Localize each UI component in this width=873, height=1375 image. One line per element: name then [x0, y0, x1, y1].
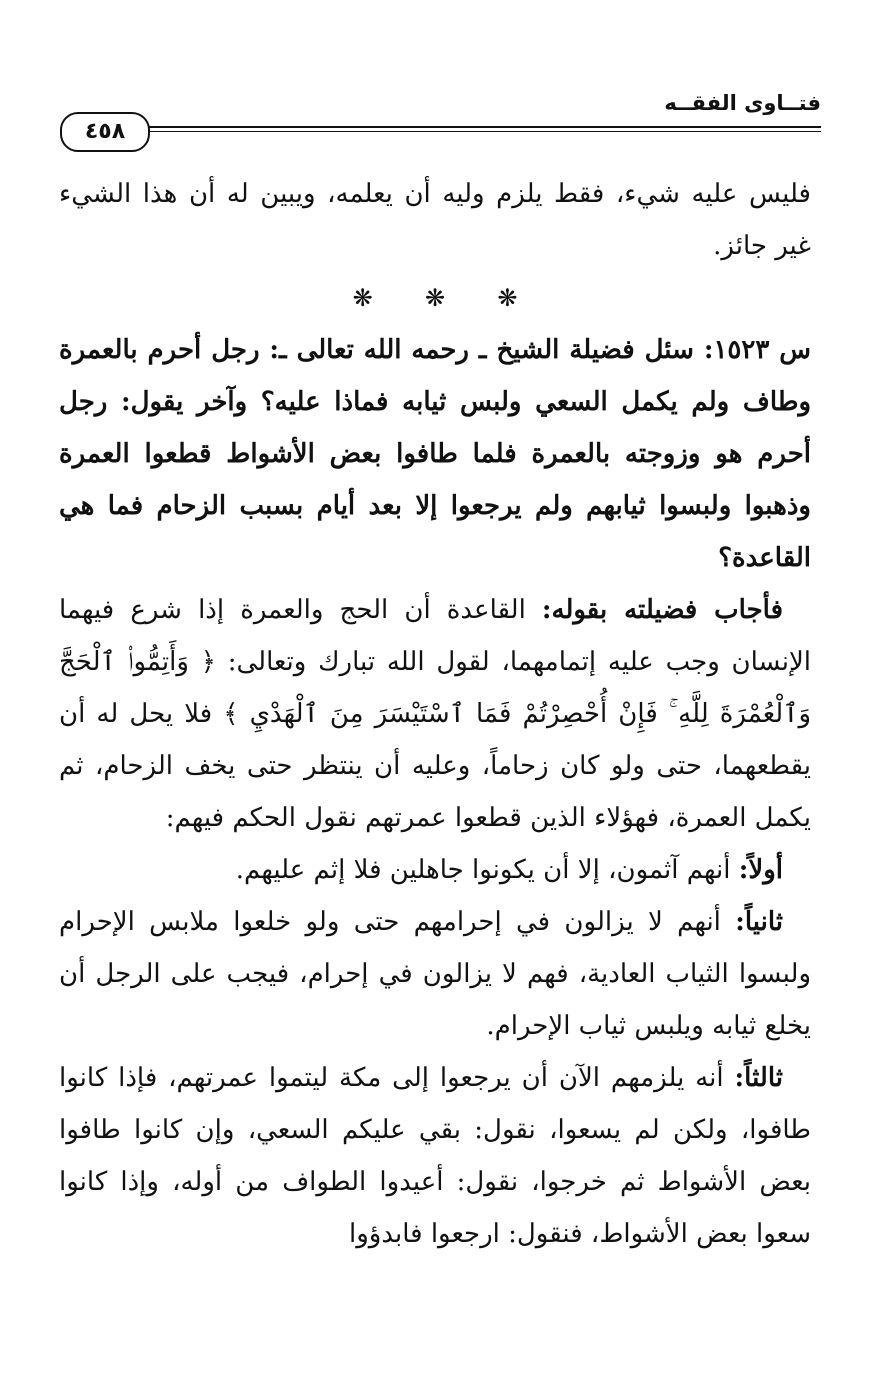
running-title: فتــاوى الفقــه — [664, 91, 821, 115]
separator-star-icon: ❋ — [497, 284, 518, 312]
answer-text-after-verse: فلا يحل له أن يقطعهما، حتى ولو كان زحاماً، وعليه أن ينتظر حتى يخف الزحام، ثم يكمل العمرة، فهؤلاء الذين قطعوا عمرتهم نقول الحكم فيهم: — [59, 699, 811, 833]
point-second — [59, 896, 811, 1052]
answer-paragraph — [59, 584, 811, 844]
separator-star-icon: ❋ — [352, 284, 373, 312]
quran-verse: ﴿ وَأَتِمُّوا۟ ٱلْحَجَّ وَٱلْعُمْرَةَ لِلَّهِ ۚ فَإِنْ أُحْصِرْتُمْ فَمَا ٱسْتَيْسَرَ مِنَ ٱلْهَدْيِ ﴾ — [59, 647, 812, 729]
page-body — [59, 168, 811, 1260]
point-text: أنه يلزمهم الآن أن يرجعوا إلى مكة ليتموا عمرتهم، فإذا كانوا طافوا، ولكن لم يسعوا، نقول: بقي عليكم السعي، وإن كانوا طافوا بعض الأشواط ثم خرجوا، نقول: أعيدوا الطواف من أوله، وإذا كانوا سعوا بعض الأشواط، فنقول: ارجعوا فابدؤوا — [59, 1063, 811, 1249]
point-label: ثانياً: — [735, 907, 783, 937]
section-separator — [59, 272, 811, 324]
question-text: سئل فضيلة الشيخ ـ رحمه الله تعالى ـ: رجل أحرم بالعمرة وطاف ولم يكمل السعي ولبس ثيابه فماذا عليه؟ وآخر يقول: رجل أحرم هو وزوجته بالعمرة فلما طافوا بعض الأشواط قطعوا العمرة وذهبوا ولبسوا ثيابهم ولم يرجعوا إلا بعد أيام بسبب الزحام فما هي القاعدة؟ — [59, 335, 811, 573]
continuation-paragraph: فليس عليه شيء، فقط يلزم وليه أن يعلمه، ويبين له أن هذا الشيء غير جائز. — [59, 179, 811, 261]
point-text: أنهم لا يزالون في إحرامهم حتى ولو خلعوا ملابس الإحرام ولبسوا الثياب العادية، فهم لا يزالون في إحرام، فيجب على الرجل أن يخلع ثيابه ويلبس ثياب الإحرام. — [59, 907, 811, 1041]
point-first — [59, 844, 811, 896]
question-paragraph — [59, 324, 811, 584]
point-third — [59, 1052, 811, 1260]
answer-text-before-verse: القاعدة أن الحج والعمرة إذا شرع فيهما الإنسان وجب عليه إتمامهما، لقول الله تبارك وتعالى: — [59, 595, 812, 677]
separator-star-icon: ❋ — [424, 284, 446, 312]
header-rule-thin — [140, 131, 821, 132]
page-number-badge: ٤٥٨ — [60, 112, 150, 152]
point-label: أولاً: — [738, 855, 783, 885]
question-label: س ١٥٢٣: — [703, 335, 811, 365]
point-text: أنهم آثمون، إلا أن يكونوا جاهلين فلا إثم عليهم. — [235, 855, 731, 885]
answer-label: فأجاب فضيلته بقوله: — [541, 595, 784, 625]
point-label: ثالثاً: — [734, 1063, 783, 1093]
header-rule-thick — [140, 126, 821, 128]
